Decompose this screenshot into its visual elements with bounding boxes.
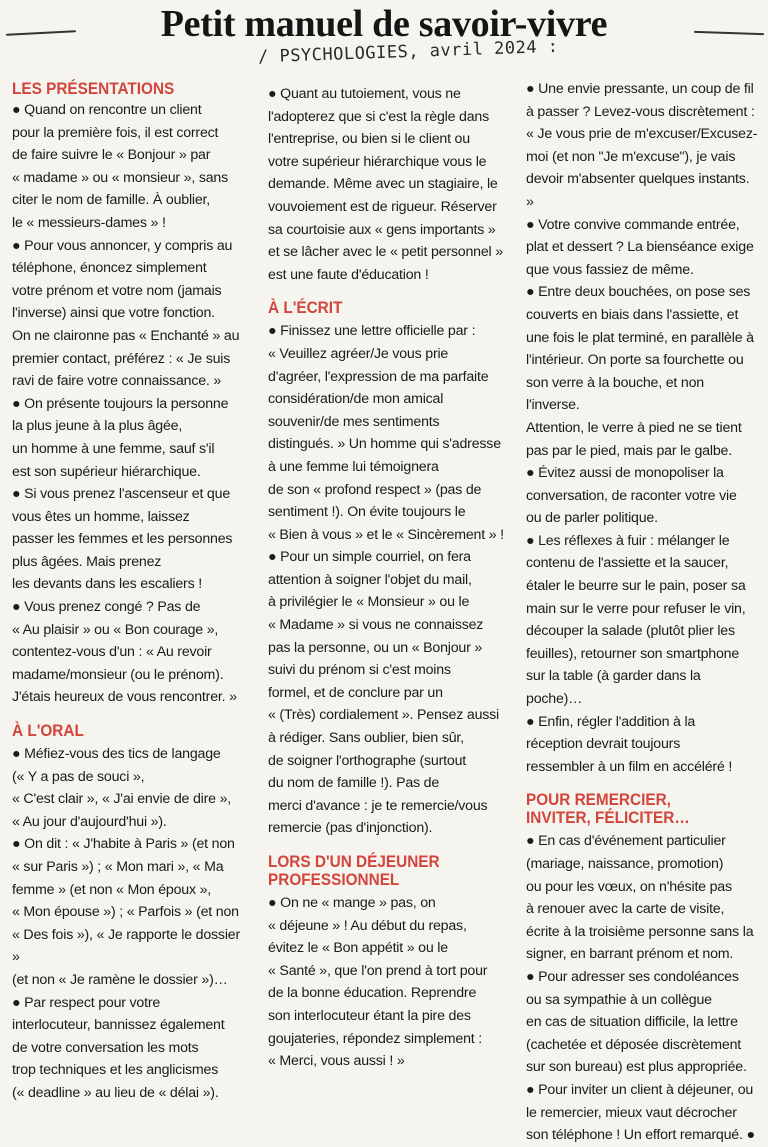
column-right	[526, 78, 758, 1147]
section-text-presentations: ● Quand on rencontre un client pour la première fois, il est correct de faire suivre le « Bonjour » par « madame » ou « monsieur », sans citer le nom de famille. À oublier, le « messieurs-dames » ! ● Pour vous annoncer, y compris au téléphone, énoncez simplement votre prénom et votre nom (jamais l'inverse) ainsi que votre fonction. On ne claironne pas « Enchanté » au premier contact, préférez : « Je suis ravi de faire votre connaissance. » ● On présente toujours la personne la plus jeune à la plus âgée, un homme à une femme, sauf s'il est son supérieur hiérarchique. ● Si vous prenez l'ascenseur et que vous êtes un homme, laissez passer les femmes et les personnes plus âgées. Mais prenez les devants dans les escaliers ! ● Vous prenez congé ? Pas de « Au plaisir » ou « Bon courage », contentez-vous d'un : « Au revoir madame/monsieur (ou le prénom). J'étais heureux de vous rencontrer. »	[12, 102, 240, 706]
section-heading-remercier: POUR REMERCIER, INVITER, FÉLICITER…	[526, 791, 690, 828]
section-heading-ecrit: À L'ÉCRIT	[268, 299, 343, 318]
section-heading-presentations: LES PRÉSENTATIONS	[12, 80, 175, 98]
handwritten-source-note: / PSYCHOLOGIES, avril 2024 :	[257, 36, 559, 68]
column-left	[12, 78, 244, 1105]
section-text-tutoiement: ● Quant au tutoiement, vous ne l'adopterez que si c'est la règle dans l'entreprise, ou bien si le client ou votre supérieur hiérarchique vous le demande. Même avec un stagiaire, le vouvoiement est de rigueur. Réserver sa courtoisie aux « gens importants » et se lâcher avec le « petit personnel » est une faute d'éducation !	[268, 86, 503, 283]
section-text-oral: ● Méfiez-vous des tics de langage (« Y a pas de souci », « C'est clair », « J'ai envie de dire », « Au jour d'aujourd'hui »). ● On dit : « J'habite à Paris » (et non « sur Paris ») ; « Mon mari », « Ma femme » (et non « Mon époux », « Mon épouse ») ; « Parfois » (et non « Des fois »), « Je rapporte le dossier » (et non « Je ramène le dossier »)… ● Par respect pour votre interlocuteur, bannissez également de votre conversation les mots trop techniques et les anglicismes (« deadline » au lieu de « délai »).	[12, 746, 240, 1101]
section-text-ecrit: ● Finissez une lettre officielle par : « Veuillez agréer/Je vous prie d'agréer, l'expression de ma parfaite considération/de mon amical souvenir/de mes sentiments distingués. » Un homme qui s'adresse à une femme lui témoignera de son « profond respect » (pas de sentiment !). On évite toujours le « Bien à vous » et le « Sincèrement » ! ● Pour un simple courriel, on fera attention à soigner l'objet du mail, à privilégier le « Monsieur » ou le « Madame » si vous ne connaissez pas la personne, ou un « Bonjour » suivi du prénom si c'est moins formel, et de conclure par un « (Très) cordialement ». Pensez aussi à rédiger. Sans oublier, bien sûr, de soigner l'orthographe (surtout du nom de famille !). Pas de merci d'avance : je te remercie/vous remercie (pas d'injonction).	[268, 323, 504, 837]
section-heading-dejeuner: LORS D'UN DÉJEUNER PROFESSIONNEL	[268, 853, 440, 889]
section-text-dejeuner-suite: ● Une envie pressante, un coup de fil à passer ? Levez-vous discrètement : « Je vous prie de m'excuser/Excusez- moi (et non "Je m'excuse"), je vais devoir m'absenter quelques instants. » ● Votre convive commande entrée, plat et dessert ? La bienséance exige que vous fassiez de même. ● Entre deux bouchées, on pose ses couverts en biais dans l'assiette, et une fois le plat terminé, en parallèle à l'intérieur. On porte sa fourchette ou son verre à la bouche, et non l'inverse. Attention, le verre à pied ne se tient pas par le pied, mais par le galbe. ● Évitez aussi de monopoliser la conversation, de raconter votre vie ou de parler politique. ● Les réflexes à fuir : mélanger le contenu de l'assiette et la saucer, étaler le beurre sur le pain, poser sa main sur le verre pour refuser le vin, découper la salade (plutôt plier les feuilles), retourner son smartphone sur la table (à garder dans la poche)… ● Enfin, régler l'addition à la réception devrait toujours ressembler à un film en accéléré !	[526, 81, 758, 775]
section-heading-oral: À L'ORAL	[12, 722, 84, 741]
page-title: Petit manuel de savoir-vivre	[160, 3, 608, 45]
column-middle	[268, 83, 506, 1073]
section-text-dejeuner: ● On ne « mange » pas, on « déjeune » ! Au début du repas, évitez le « Bon appétit » ou le « Santé », que l'on prend à tort pour de la bonne éducation. Reprendre son interlocuteur étant la pire des goujateries, répondez simplement : « Merci, vous aussi ! »	[268, 895, 488, 1070]
section-text-remercier: ● En cas d'événement particulier (mariage, naissance, promotion) ou pour les vœux, on n'hésite pas à renouer avec la carte de visite, écrite à la troisième personne sans la signer, en barrant prénom et nom. ● Pour adresser ses condoléances ou sa sympathie à un collègue en cas de situation difficile, la lettre (cachetée et déposée discrètement sur son bureau) est plus appropriée. ● Pour inviter un client à déjeuner, ou le remercier, mieux vaut décrocher son téléphone ! Un effort remarqué. ●	[526, 833, 755, 1144]
